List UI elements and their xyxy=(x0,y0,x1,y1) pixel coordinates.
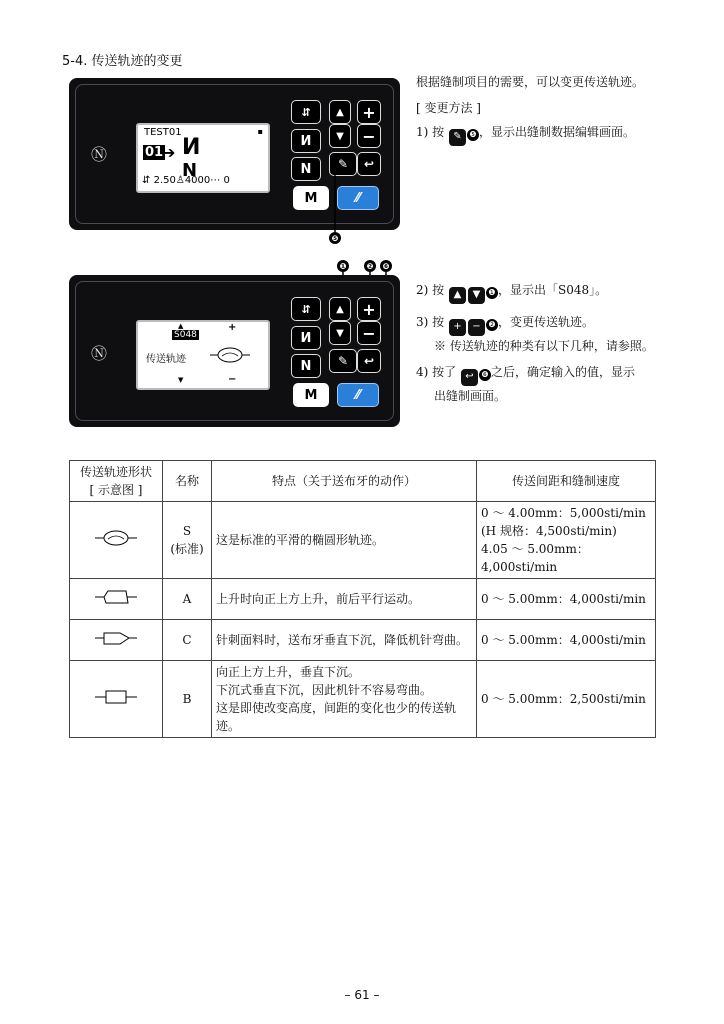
operation-panel-1 xyxy=(69,78,400,230)
header-speed: 传送间距和缝制速度 xyxy=(477,461,656,502)
nfc-icon: Ⓝ xyxy=(91,145,108,164)
section-title: 5-4. 传送轨迹的变更 xyxy=(62,54,183,69)
step-1 xyxy=(416,122,635,146)
trajectory-a-icon xyxy=(70,579,163,620)
header-name: 名称 xyxy=(163,461,212,502)
lcd-screen xyxy=(136,123,270,193)
counter-icon: ⋯ xyxy=(210,175,221,186)
ready-button[interactable]: ⁄⁄ xyxy=(337,383,379,407)
row-speed: 0 ～ 5.00mm：4,000sti/min xyxy=(477,579,656,620)
pitch-button[interactable]: ⇵ xyxy=(291,100,321,124)
stitch-pattern-icon: И Ν xyxy=(182,135,201,181)
step-2-suffix: ，显示出「S048」。 xyxy=(497,283,608,297)
step-3-prefix: 3) 按 xyxy=(416,315,445,329)
table-row xyxy=(70,661,656,738)
lcd-speed: 4000 xyxy=(184,175,211,186)
mode-button[interactable]: M xyxy=(293,383,329,407)
plus-button[interactable]: + xyxy=(357,100,381,124)
lcd-status-row xyxy=(142,175,230,186)
callout-line-5 xyxy=(325,160,345,240)
step-2 xyxy=(416,280,607,304)
header-feature: 特点（关于送布牙的动作） xyxy=(212,461,477,502)
trajectory-c-icon xyxy=(70,620,163,661)
nfc-icon: Ⓝ xyxy=(91,344,108,363)
callout-marker-5: ❺ xyxy=(329,232,341,244)
pattern-arrow-icon: ➔ xyxy=(162,143,176,162)
method-title: [ 变更方法 ] xyxy=(416,101,481,115)
plus-button[interactable]: + xyxy=(357,297,381,321)
table-row xyxy=(70,502,656,579)
row-feature: 针刺面料时，送布牙垂直下沉，降低机针弯曲。 xyxy=(212,620,477,661)
lcd-pattern-number: 01 xyxy=(145,145,164,160)
ready-button[interactable]: ⁄⁄ xyxy=(337,186,379,210)
minus-key-icon: − xyxy=(468,319,485,336)
intro-text: 根据缝制项目的需要，可以变更传送轨迹。 xyxy=(416,75,645,89)
condensed-stitch-button[interactable]: Ν xyxy=(291,157,321,181)
trajectory-s-icon xyxy=(70,502,163,579)
lcd-label: 传送轨迹 xyxy=(146,354,186,365)
lcd-pitch: 2.50 xyxy=(153,175,176,186)
step-1-suffix: ，显示出缝制数据编辑画面。 xyxy=(478,125,635,139)
step-1-marker: ❺ xyxy=(467,129,479,141)
step-3-note: ※ 传送轨迹的种类有以下几种，请参照。 xyxy=(434,339,654,353)
row-feature: 向正上方上升，垂直下沉。 下沉式垂直下沉，因此机针不容易弯曲。 这是即使改变高度，间距的变化也少的传送轨迹。 xyxy=(212,661,477,738)
row-speed: 0 ～ 5.00mm：2,500sti/min xyxy=(477,661,656,738)
edit-key-icon: ✎ xyxy=(449,129,466,146)
edit-button[interactable]: ✎ xyxy=(329,152,357,176)
callout-marker-2: ❷ xyxy=(364,260,376,272)
minus-button[interactable]: − xyxy=(357,124,381,148)
row-name: A xyxy=(163,579,212,620)
step-4-marker: ❻ xyxy=(479,369,491,381)
minus-button[interactable]: − xyxy=(357,321,381,345)
step-4-line2: 出缝制画面。 xyxy=(434,389,507,403)
callout-marker-1: ❶ xyxy=(337,260,349,272)
lock-icon: ▪ xyxy=(257,127,263,136)
return-button[interactable]: ↩ xyxy=(357,349,381,373)
table-row xyxy=(70,579,656,620)
up-button[interactable]: ▲ xyxy=(329,100,351,124)
lcd-screen xyxy=(136,320,270,390)
table-row xyxy=(70,620,656,661)
operation-panel-2 xyxy=(69,275,400,427)
row-name: C xyxy=(163,620,212,661)
condensed-stitch-button[interactable]: Ν xyxy=(291,354,321,378)
row-feature: 这是标准的平滑的椭圆形轨迹。 xyxy=(212,502,477,579)
mode-button[interactable]: M xyxy=(293,186,329,210)
row-name: S (标准) xyxy=(163,502,212,579)
down-key-icon: ▼ xyxy=(468,287,485,304)
step-4 xyxy=(416,362,635,386)
row-feature: 上升时向正上方上升，前后平行运动。 xyxy=(212,579,477,620)
row-name: B xyxy=(163,661,212,738)
reverse-stitch-button[interactable]: И xyxy=(291,326,321,350)
step-3-marker: ❷ xyxy=(486,319,498,331)
return-key-icon: ↩ xyxy=(461,369,478,386)
up-button[interactable]: ▲ xyxy=(329,297,351,321)
up-key-icon: ▲ xyxy=(449,287,466,304)
step-3-suffix: ，变更传送轨迹。 xyxy=(497,315,594,329)
lcd-minus: − xyxy=(228,374,237,385)
trajectory-b-icon xyxy=(70,661,163,738)
lcd-down-arrow-icon: ▼ xyxy=(178,376,184,384)
pitch-button[interactable]: ⇵ xyxy=(291,297,321,321)
row-speed: 0 ～ 5.00mm：4,000sti/min xyxy=(477,620,656,661)
lcd-up-arrow-icon: ▲ xyxy=(178,322,184,330)
step-4-suffix: 之后，确定输入的值，显示 xyxy=(490,365,635,379)
lcd-title: TEST01 xyxy=(144,127,182,138)
lcd-code: S048 xyxy=(174,330,197,340)
feed-trajectory-icon xyxy=(210,344,250,370)
pitch-icon: ⇵ xyxy=(142,175,151,186)
table-header-row xyxy=(70,461,656,502)
step-1-prefix: 1) 按 xyxy=(416,125,445,139)
edit-button[interactable]: ✎ xyxy=(329,349,357,373)
header-shape: 传送轨迹形状 [ 示意图 ] xyxy=(70,461,163,502)
return-button[interactable]: ↩ xyxy=(357,152,381,176)
down-button[interactable]: ▼ xyxy=(329,124,351,148)
row-speed: 0 ～ 4.00mm：5,000sti/min (H 规格：4,500sti/min) 4.05 ～ 5.00mm：4,000sti/min xyxy=(477,502,656,579)
page-number: – 61 – xyxy=(344,988,380,1002)
plus-key-icon: + xyxy=(449,319,466,336)
step-4-prefix: 4) 按了 xyxy=(416,365,457,379)
feed-trajectory-table xyxy=(69,460,656,738)
step-2-prefix: 2) 按 xyxy=(416,283,445,297)
speed-icon: ♙ xyxy=(175,175,185,186)
step-2-marker: ❶ xyxy=(486,287,498,299)
lcd-plus: + xyxy=(228,322,237,333)
reverse-stitch-button[interactable]: И xyxy=(291,129,321,153)
lcd-count: 0 xyxy=(223,175,230,186)
callout-marker-6: ❻ xyxy=(380,260,392,272)
down-button[interactable]: ▼ xyxy=(329,321,351,345)
step-3 xyxy=(416,312,594,336)
